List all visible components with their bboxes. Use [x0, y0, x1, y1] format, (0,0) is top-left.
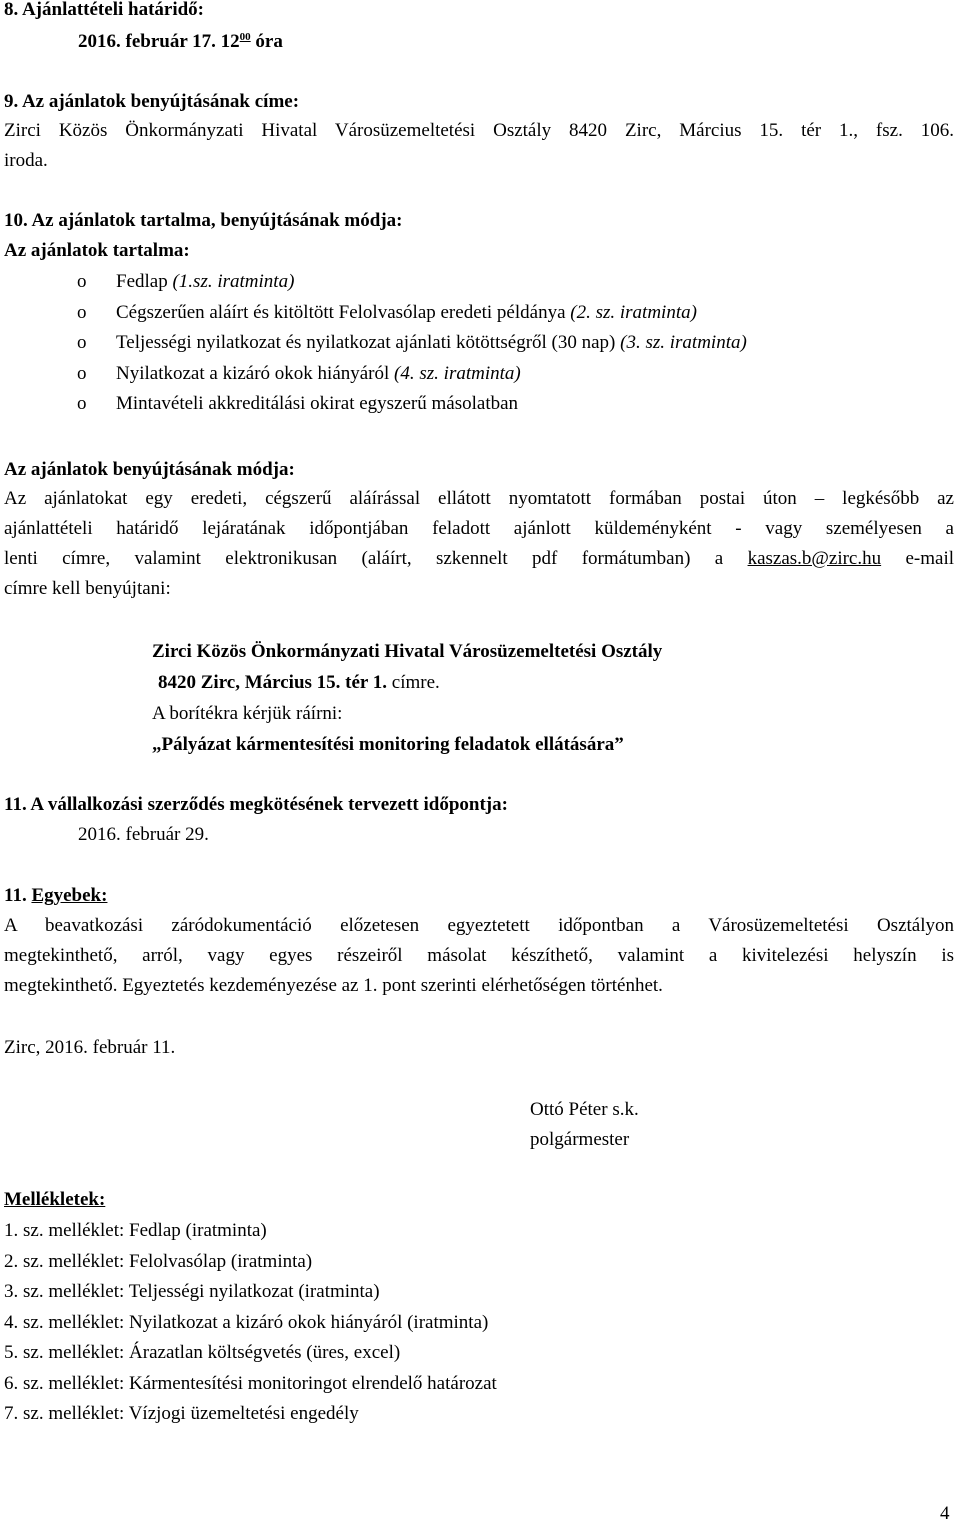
list-item: Mintavételi akkreditálási okirat egyszerű másolatban: [116, 393, 519, 414]
other-line-3: megtekinthető. Egyeztetés kezdeményezése az 1. pont szerinti elérhetőségen történhet.: [4, 975, 663, 996]
list-item: Teljességi nyilatkozat és nyilatkozat ajánlati kötöttségről (30 nap) (3. sz. iratminta): [116, 332, 747, 353]
submission-address-line-2: iroda.: [4, 150, 48, 171]
list-item: Fedlap (1.sz. iratminta): [116, 271, 295, 292]
bullet-marker: o: [77, 271, 87, 292]
section-10-heading: 10. Az ajánlatok tartalma, benyújtásának módja:: [4, 210, 403, 231]
method-line-1: Az ajánlatokat egy eredeti, cégszerű aláírással ellátott nyomtatott formában postai úton – legkésőbb az: [4, 488, 954, 509]
list-item: 6. sz. melléklet: Kármentesítési monitoringot elrendelő határozat: [4, 1372, 497, 1394]
section-8-heading: 8. Ajánlattételi határidő:: [4, 0, 205, 20]
place-date: Zirc, 2016. február 11.: [4, 1037, 176, 1058]
list-item: 3. sz. melléklet: Teljességi nyilatkozat (iratminta): [4, 1281, 380, 1302]
list-item: Cégszerűen aláírt és kitöltött Felolvasólap eredeti példánya (2. sz. iratminta): [116, 301, 697, 323]
list-item: 7. sz. melléklet: Vízjogi üzemeltetési engedély: [4, 1403, 359, 1424]
deadline-date: 2016. február 17. $12^{00}$ óra: [78, 31, 283, 52]
section-9-heading: 9. Az ajánlatok benyújtásának címe:: [4, 91, 300, 112]
signer-title: polgármester: [530, 1129, 630, 1150]
email-link[interactable]: kaszas.b@zirc.hu: [747, 548, 882, 569]
bullet-marker: o: [77, 301, 87, 323]
envelope-label: A borítékra kérjük ráírni:: [152, 703, 343, 724]
list-item: 1. sz. melléklet: Fedlap (iratminta): [4, 1220, 267, 1241]
envelope-text: „Pályázat kármentesítési monitoring feladatok ellátására”: [152, 734, 624, 755]
bullet-marker: o: [77, 362, 87, 384]
method-line-3: lenti címre, valamint elektronikusan (aláírt, szkennelt pdf formátumban) a kaszas.b@zirc.hu e-mail: [4, 548, 955, 569]
signer-name: Ottó Péter s.k.: [530, 1099, 639, 1120]
list-item: 4. sz. melléklet: Nyilatkozat a kizáró okok hiányáról (iratminta): [4, 1311, 489, 1333]
method-line-4: címre kell benyújtani:: [4, 578, 171, 599]
list-item: 2. sz. melléklet: Felolvasólap (iratminta): [4, 1250, 313, 1272]
attachments-heading: Mellékletek:: [4, 1189, 106, 1210]
contents-subheading: Az ajánlatok tartalma:: [4, 240, 190, 261]
address-name: Zirci Közös Önkormányzati Hivatal Városüzemeltetési Osztály: [152, 641, 663, 662]
method-line-2: ajánlattételi határidő lejáratának időpontjában feladott ajánlott küldeményként - vagy személyesen a: [4, 518, 954, 539]
contract-date: 2016. február 29.: [78, 824, 209, 845]
list-item: 5. sz. melléklet: Árazatlan költségvetés (üres, excel): [4, 1342, 401, 1363]
method-heading: Az ajánlatok benyújtásának módja:: [4, 459, 295, 480]
list-item: Nyilatkozat a kizáró okok hiányáról (4. sz. iratminta): [116, 362, 521, 384]
address-street: 8420 Zirc, Március 15. tér 1. címre.: [158, 672, 440, 693]
submission-address-line-1: Zirci Közös Önkormányzati Hivatal Városüzemeltetési Osztály 8420 Zirc, Március 15. tér 1., fsz. 106.: [4, 120, 954, 141]
section-11-other-heading: 11. Egyebek:: [4, 885, 108, 906]
other-line-1: A beavatkozási záródokumentáció előzetesen egyeztetett időpontban a Városüzemeltetési Osztályon: [4, 915, 954, 936]
bullet-marker: o: [77, 393, 87, 414]
bullet-marker: o: [77, 332, 87, 353]
page-number: 4: [940, 1503, 950, 1524]
other-line-2: megtekinthető, arról, vagy egyes részeiről másolat készíthető, valamint a kivitelezési helyszín is: [4, 945, 954, 966]
section-11-contract-heading: 11. A vállalkozási szerződés megkötésének tervezett időpontja:: [4, 794, 508, 815]
